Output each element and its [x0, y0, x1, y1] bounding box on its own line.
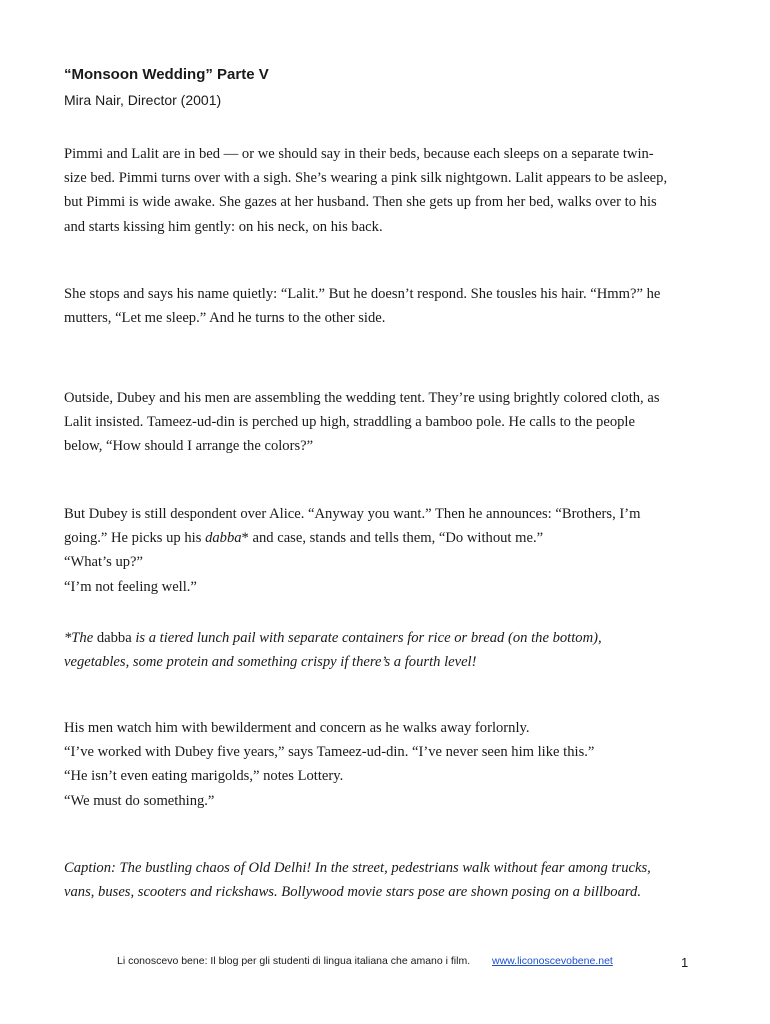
paragraph-3 — [64, 386, 694, 459]
image-caption — [64, 856, 694, 904]
paragraph-line: size bed. Pimmi turns over with a sigh. She’s wearing a pink silk nightgown. Lalit appears to be asleep, — [64, 170, 668, 187]
footer-blog-text: Li conoscevo bene: Il blog per gli studenti di lingua italiana che amano i film. — [117, 955, 471, 967]
paragraph-line: mutters, “Let me sleep.” And he turns to the other side. — [64, 310, 386, 327]
page-number: 1 — [681, 955, 689, 970]
page-footer — [0, 952, 770, 976]
text-run: * and case, stands and tells them, “Do without me.” — [241, 530, 544, 547]
paragraph-line — [64, 526, 694, 550]
paragraph-4 — [64, 502, 694, 599]
paragraph-1 — [64, 142, 694, 239]
paragraph-line: But Dubey is still despondent over Alice. “Anyway you want.” Then he announces: “Brothers, I’m — [64, 506, 641, 522]
footer-website-link[interactable]: www.liconoscevobene.net — [492, 955, 613, 967]
caption-line: Caption: The bustling chaos of Old Delhi! In the street, pedestrians walk without fear among trucks, — [64, 860, 651, 876]
paragraph-line: but Pimmi is wide awake. She gazes at her husband. Then she gets up from her bed, walks over to his — [64, 194, 657, 211]
footnote-line — [64, 626, 694, 650]
paragraph-2 — [64, 282, 694, 330]
footnote-line: vegetables, some protein and something crispy if there’s a fourth level! — [64, 654, 477, 671]
document-subtitle: Mira Nair, Director (2001) — [64, 92, 222, 108]
dialogue-line: “I’ve worked with Dubey five years,” says Tameez-ud-din. “I’ve never seen him like this.” — [64, 744, 595, 761]
text-run: *The — [64, 630, 97, 646]
caption-line: vans, buses, scooters and rickshaws. Bollywood movie stars pose are shown posing on a billboard. — [64, 884, 641, 901]
document-title: “Monsoon Wedding” Parte V — [64, 66, 269, 83]
dialogue-line: “We must do something.” — [64, 792, 215, 809]
paragraph-line: Lalit insisted. Tameez-ud-din is perched up high, straddling a bamboo pole. He calls to the people — [64, 414, 635, 431]
paragraph-line: She stops and says his name quietly: “Lalit.” But he doesn’t respond. She tousles his hair. “Hmm?” he — [64, 286, 661, 302]
text-run: is a tiered lunch pail with separate containers for rice or bread (on the bottom), — [131, 630, 602, 646]
text-run: going.” He picks up his — [64, 530, 206, 547]
paragraph-line: Outside, Dubey and his men are assembling the wedding tent. They’re using brightly colored cloth, as — [64, 390, 660, 406]
paragraph-line: Pimmi and Lalit are in bed — or we should say in their beds, because each sleeps on a separate twin- — [64, 146, 654, 162]
upright-term: dabba — [96, 630, 132, 646]
footnote-dabba — [64, 626, 694, 674]
dialogue-line: “He isn’t even eating marigolds,” notes Lottery. — [64, 768, 344, 785]
paragraph-line: below, “How should I arrange the colors?” — [64, 438, 314, 455]
dialogue-line: “I’m not feeling well.” — [64, 578, 197, 595]
paragraph-line: His men watch him with bewilderment and concern as he walks away forlornly. — [64, 720, 530, 736]
italic-term: dabba — [205, 530, 242, 547]
paragraph-6 — [64, 716, 694, 813]
paragraph-line: and starts kissing him gently: on his neck, on his back. — [64, 218, 383, 235]
dialogue-line: “What’s up?” — [64, 554, 144, 571]
